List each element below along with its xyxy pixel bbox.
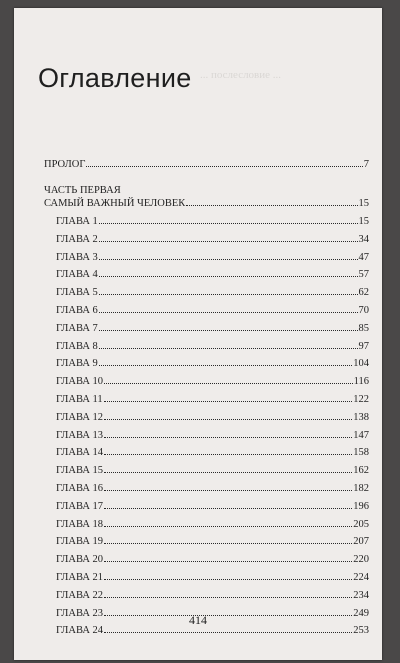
toc-entry-chapter [44, 391, 369, 409]
toc-entry-label: ГЛАВА 20 [56, 554, 104, 566]
toc-entry-label: ГЛАВА 15 [56, 465, 104, 477]
toc-entry-label: ГЛАВА 16 [56, 482, 104, 494]
toc-entry-chapter [44, 480, 369, 498]
toc-entry-chapter [44, 462, 369, 480]
chapter-list [44, 213, 369, 640]
toc-entry-label: ГЛАВА 10 [56, 376, 104, 388]
toc-entry-label: ГЛАВА 12 [56, 411, 104, 423]
toc-entry-part-title [44, 197, 369, 211]
dot-leader [104, 454, 352, 455]
toc-entry-label: ПРОЛОГ [44, 159, 86, 170]
toc-entry-label: ГЛАВА 3 [56, 251, 98, 263]
toc-entry-page: 147 [353, 429, 369, 441]
toc-entry-chapter [44, 498, 369, 516]
toc-entry-label: ГЛАВА 11 [56, 393, 103, 405]
toc-entry-prologue [44, 156, 369, 174]
toc-entry-page: 34 [358, 233, 369, 245]
dot-leader [99, 312, 358, 313]
dot-leader [104, 508, 352, 509]
dot-leader [186, 205, 357, 206]
toc-entry-chapter [44, 266, 369, 284]
table-of-contents [44, 156, 369, 640]
toc-entry-page: 224 [353, 571, 369, 583]
toc-entry-label: ГЛАВА 8 [56, 340, 98, 352]
toc-entry-page: 205 [353, 518, 369, 530]
toc-entry-label: ГЛАВА 7 [56, 322, 98, 334]
toc-entry-page: 122 [353, 393, 369, 405]
dot-leader [104, 597, 352, 598]
toc-entry-label: ГЛАВА 9 [56, 358, 98, 370]
dot-leader [104, 543, 352, 544]
toc-entry-label: ГЛАВА 24 [56, 625, 104, 637]
dot-leader [104, 383, 353, 384]
dot-leader [86, 166, 362, 167]
dot-leader [99, 330, 358, 331]
dot-leader [104, 472, 352, 473]
toc-entry-label: ГЛАВА 21 [56, 571, 104, 583]
toc-entry-page: 62 [358, 287, 369, 299]
toc-entry-label: ГЛАВА 1 [56, 216, 98, 227]
toc-entry-label: ГЛАВА 6 [56, 304, 98, 316]
toc-entry-chapter [44, 213, 369, 231]
toc-entry-chapter [44, 587, 369, 605]
dot-leader [104, 579, 352, 580]
toc-entry-label: ГЛАВА 23 [56, 607, 104, 619]
dot-leader [99, 365, 352, 366]
dot-leader [99, 348, 358, 349]
toc-entry-page: 220 [353, 554, 369, 566]
toc-entry-chapter [44, 516, 369, 534]
toc-entry-page: 116 [353, 376, 369, 388]
toc-entry-label: ГЛАВА 5 [56, 287, 98, 299]
toc-entry-page: 97 [358, 340, 369, 352]
toc-entry-page: 182 [353, 482, 369, 494]
page-number: 414 [189, 613, 207, 627]
toc-entry-label: ГЛАВА 2 [56, 233, 98, 245]
toc-entry-page: 104 [353, 358, 369, 370]
dot-leader [104, 526, 352, 527]
dot-leader [104, 561, 352, 562]
toc-entry-label: ГЛАВА 17 [56, 500, 104, 512]
show-through-text: ... послесловие ... [200, 69, 282, 81]
toc-entry-page: 70 [358, 304, 369, 316]
toc-entry-page: 138 [353, 411, 369, 423]
toc-entry-page: 47 [358, 251, 369, 263]
toc-entry-label: САМЫЙ ВАЖНЫЙ ЧЕЛОВЕК [44, 198, 186, 209]
toc-entry-chapter [44, 320, 369, 338]
toc-entry-page: 15 [358, 216, 369, 227]
toc-entry-page: 249 [353, 607, 369, 619]
dot-leader [104, 490, 352, 491]
dot-leader [99, 259, 358, 260]
dot-leader [104, 401, 353, 402]
toc-entry-chapter [44, 373, 369, 391]
toc-entry-page: 253 [353, 625, 369, 637]
toc-entry-page: 207 [353, 536, 369, 548]
toc-entry-label: ГЛАВА 19 [56, 536, 104, 548]
toc-entry-chapter [44, 302, 369, 320]
dot-leader [99, 223, 358, 224]
toc-entry-chapter [44, 533, 369, 551]
toc-entry-label: ГЛАВА 13 [56, 429, 104, 441]
toc-entry-page: 162 [353, 465, 369, 477]
toc-entry-chapter [44, 355, 369, 373]
toc-entry-label: ГЛАВА 18 [56, 518, 104, 530]
dot-leader [99, 276, 358, 277]
toc-entry-page: 85 [358, 322, 369, 334]
toc-entry-chapter [44, 444, 369, 462]
page-title: Оглавление [38, 63, 192, 93]
dot-leader [99, 294, 358, 295]
dot-leader [104, 632, 352, 633]
toc-entry-label: ГЛАВА 4 [56, 269, 98, 281]
book-page [14, 8, 382, 660]
toc-entry-chapter [44, 409, 369, 427]
dot-leader [104, 419, 352, 420]
dot-leader [99, 241, 358, 242]
toc-entry-chapter [44, 569, 369, 587]
toc-entry-chapter [44, 427, 369, 445]
toc-entry-page: 196 [353, 500, 369, 512]
dot-leader [104, 437, 352, 438]
toc-entry-chapter [44, 551, 369, 569]
toc-entry-chapter [44, 231, 369, 249]
toc-entry-chapter [44, 284, 369, 302]
toc-entry-page: 158 [353, 447, 369, 459]
toc-entry-page: 7 [363, 159, 369, 170]
toc-entry-label: ГЛАВА 14 [56, 447, 104, 459]
toc-entry-page: 57 [358, 269, 369, 281]
toc-entry-page: 15 [358, 198, 369, 209]
toc-entry-label: ГЛАВА 22 [56, 589, 104, 601]
toc-entry-chapter [44, 249, 369, 267]
part-heading: ЧАСТЬ ПЕРВАЯ [44, 185, 121, 196]
toc-entry-chapter [44, 338, 369, 356]
toc-entry-page: 234 [353, 589, 369, 601]
